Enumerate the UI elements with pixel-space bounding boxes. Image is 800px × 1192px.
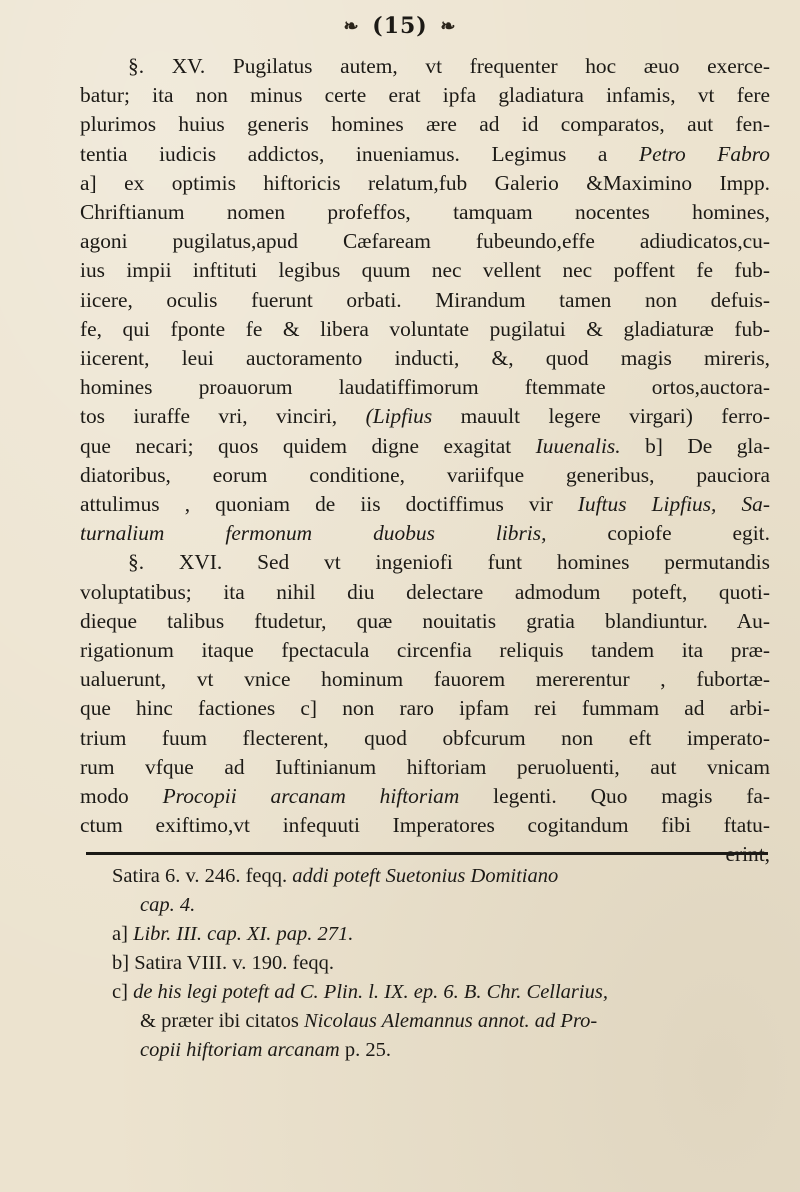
text-line: homines proauorum laudatiffimorum ftemmate ortos,auctora- [80,375,770,400]
text-line: trium fuum flecterent, quod obfcurum non eft imperato- [80,725,770,750]
text-line: Chriftianum nomen profeffos, tamquam nocentes homines, [80,200,770,225]
text-line: batur; ita non minus certe erat ipfa gladiatura infamis, vt fere [80,83,770,108]
footnote-satira-cont: cap. 4. [140,894,196,916]
text-line: que necari; quos quidem digne exagitat Iuuenalis. b] De gla- [80,433,770,458]
text-line: iicerent, leui auctoramento inducti, &, quod magis mireris, [80,346,770,371]
footnote-c: c] de his legi poteft ad C. Plin. l. IX. ep. 6. B. Chr. Cellarius, [112,981,608,1003]
catchword: erint, [725,842,770,867]
page-header [0,12,800,39]
ornament-left-icon: ❧ [343,15,360,37]
footnote-c-cont: & præter ibi citatos Nicolaus Alemannus annot. ad Pro- [140,1010,598,1032]
text-line: a] ex optimis hiftoricis relatum,fub Galerio &Maximino Impp. [80,170,770,195]
ornament-right-icon: ❧ [440,15,457,37]
text-line: diatoribus, eorum conditione, variifque generibus, pauciora [80,462,770,487]
text-line: que hinc factiones c] non raro ipfam rei fummam ad arbi- [80,696,770,721]
text-line: rigationum itaque fpectacula circenfia reliquis tandem ita præ- [80,638,770,663]
text-line: attulimus , quoniam de iis doctiffimus vir Iuftus Lipfius, Sa- [80,492,770,517]
author-lipsius: (Lipfius [365,404,433,429]
title-procopii: Procopii arcanam hiftoriam [162,784,460,809]
footnote-a: a] Libr. III. cap. XI. pap. 271. [112,923,354,945]
text-line: turnalium fermonum duobus libris, copiofe egit. [80,521,770,546]
text-line: dieque talibus ftudetur, quæ nouitatis gratia blandiuntur. Au- [80,608,770,633]
text-line: ualuerunt, vt vnice hominum fauorem mererentur , fubortæ- [80,667,770,692]
text-line: ctum exiftimo,vt infequuti Imperatores cogitandum fibi ftatu- [80,813,770,838]
text-line: ius impii inftituti legibus quum nec vellent nec poffent fe fub- [80,258,770,283]
text-line: fe, qui fponte fe & libera voluntate pugilatui & gladiaturæ fub- [80,316,770,341]
text-line: rum vfque ad Iuftinianum hiftoriam peruoluenti, aut vnicam [80,754,770,779]
text-line: §. XVI. Sed vt ingeniofi funt homines permutandis [128,550,770,575]
text-line: iicere, oculis fuerunt orbati. Mirandum tamen non defuis- [80,287,770,312]
footnote-satira: Satira 6. v. 246. feqq. addi poteft Suetonius Domitiano [112,865,559,887]
text-line: modo Procopii arcanam hiftoriam legenti. Quo magis fa- [80,784,770,809]
author-iuuenalis: Iuuenalis. [535,433,621,458]
text-line: voluptatibus; ita nihil diu delectare admodum poteft, quoti- [80,579,770,604]
text-line: agoni pugilatus,apud Cæfaream fubeundo,effe adiudicatos,cu- [80,229,770,254]
text-line: tentia iudicis addictos, inueniamus. Legimus a Petro Fabro [80,141,770,166]
author-iustus-lipsius: Iuftus Lipfius, Sa- [577,492,770,517]
text-line: tos iuraffe vri, vinciri, (Lipfius mauult legere virgari) ferro- [80,404,770,429]
main-text [80,52,770,870]
footnote-divider [86,852,768,855]
author-petro-fabro: Petro Fabro [639,141,770,166]
text-line: §. XV. Pugilatus autem, vt frequenter hoc æuo exerce- [128,54,770,78]
footnote-c-cont2: copii hiftoriam arcanam p. 25. [140,1039,391,1061]
footnote-b: b] Satira VIII. v. 190. feqq. [112,952,335,974]
footnotes [112,862,768,1065]
page-number: (15) [372,13,428,39]
text-line: plurimos huius generis homines ære ad id comparatos, aut fen- [80,112,770,137]
